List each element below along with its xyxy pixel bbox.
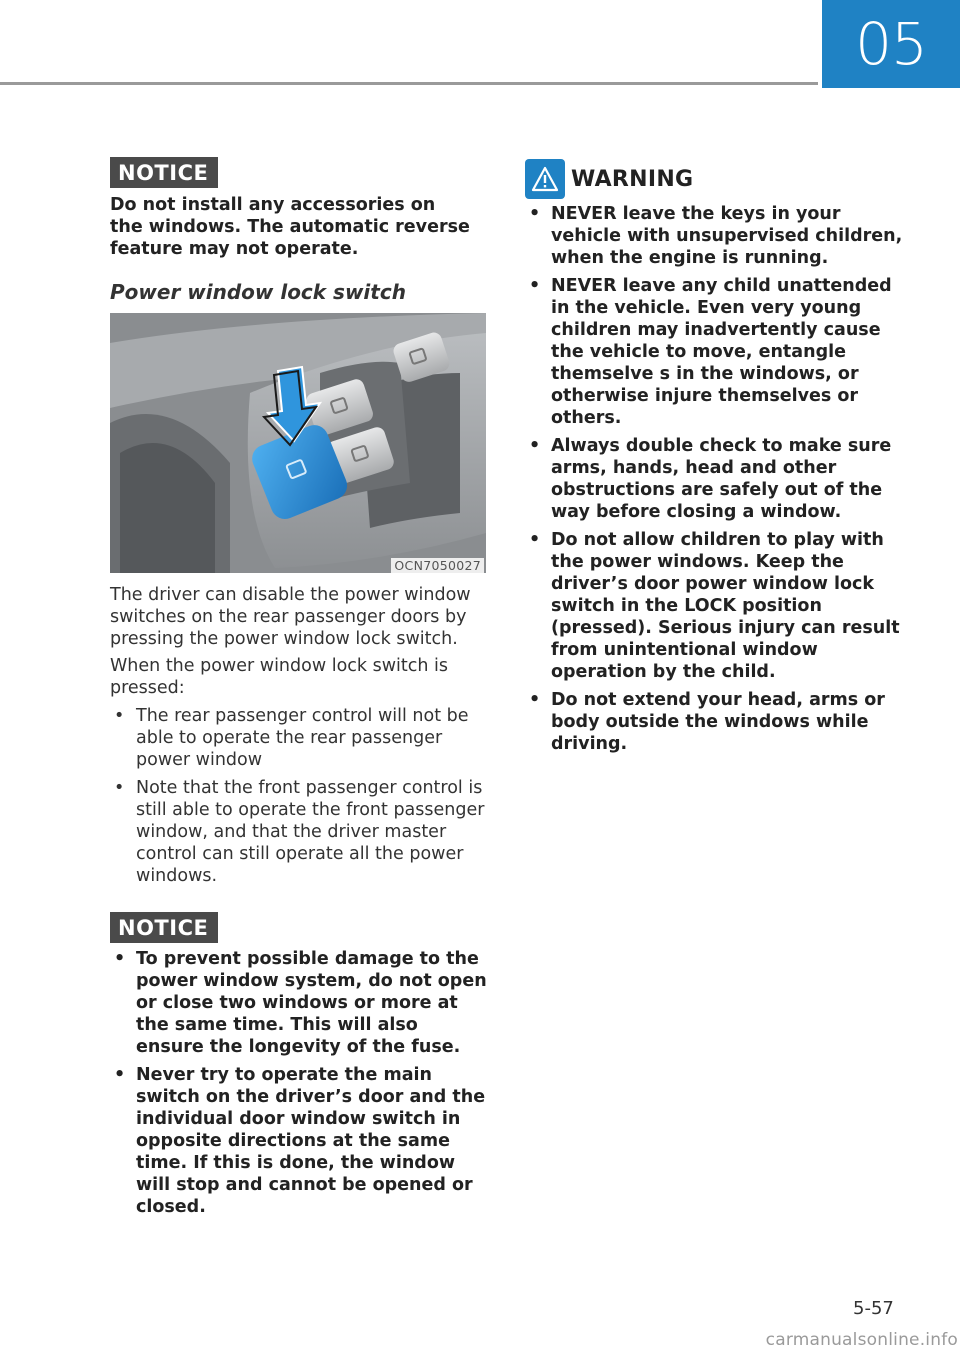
list-item: • Do not allow children to play with the power windows. Keep the driver’s door power window lock switch in the LOCK position (pressed). Serious injury can result from unintentional window operation by the child.: [525, 529, 905, 683]
list-item: • To prevent possible damage to the power window system, do not open or close two windows or more at the same time. This will also ensure the longevity of the fuse.: [110, 948, 488, 1058]
list-item: • Never try to operate the main switch on the driver’s door and the individual door window switch in opposite directions at the same time. If this is done, the window will stop and cannot be opened or closed.: [110, 1064, 488, 1218]
list-item: • NEVER leave the keys in your vehicle with unsupervised children, when the engine is running.: [525, 203, 905, 269]
list-item: • NEVER leave any child unattended in the vehicle. Even very young children may inadvertently cause the vehicle to move, entangle themselve s in the windows, or otherwise injure themselves or others.: [525, 275, 905, 429]
lock-effects-list: [110, 705, 488, 887]
door-panel-illustration: [110, 313, 486, 573]
notice-text: Do not install any accessories on the windows. The automatic reverse feature may not operate.: [110, 195, 470, 259]
page-number: 5-57: [853, 1298, 894, 1319]
chapter-tab: 05: [822, 0, 960, 88]
notice-badge: NOTICE: [110, 157, 218, 188]
warning-label: WARNING: [571, 166, 694, 192]
list-item: • Do not extend your head, arms or body outside the windows while driving.: [525, 689, 905, 755]
list-item: • The rear passenger control will not be able to operate the rear passenger power window: [110, 705, 488, 771]
notice-list: [110, 948, 488, 1218]
notice-badge: NOTICE: [110, 912, 218, 943]
lock-switch-photo: [110, 313, 486, 573]
list-item: • Note that the front passenger control is still able to operate the front passenger window, and that the driver master control can still operate all the power windows.: [110, 777, 488, 887]
paragraph-when-pressed: When the power window lock switch is pressed:: [110, 656, 449, 698]
section-title: Power window lock switch: [110, 280, 406, 304]
paragraph-intro: The driver can disable the power window switches on the rear passenger doors by pressing the power window lock switch.: [110, 585, 471, 649]
warning-list: [525, 203, 905, 755]
warning-triangle-icon: [525, 159, 565, 199]
figure-code: OCN7050027: [391, 558, 484, 573]
warning-header: [525, 159, 693, 199]
list-item: • Always double check to make sure arms, hands, head and other obstructions are safely out of the way before closing a window.: [525, 435, 905, 523]
watermark: carmanualsonline.info: [765, 1330, 958, 1350]
header-rule: [0, 82, 818, 85]
